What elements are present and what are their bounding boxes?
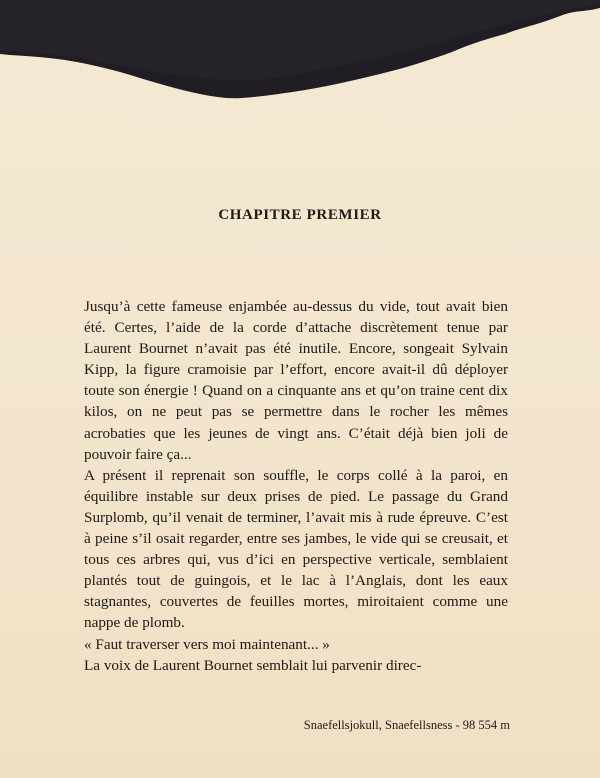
location-caption: Snaefellsjokull, Snaefellsness - 98 554 m: [303, 718, 510, 732]
paragraph-dialogue: « Faut traverser vers moi maintenant... »: [84, 635, 330, 653]
chapter-title: CHAPITRE PREMIER: [218, 207, 382, 223]
paragraph: Jusqu’à cette fameuse enjambée au-dessus du vide, tout avait bien été. Certes, l’aide de la corde d’attache discrètement tenue par Laurent Bournet n’avait pas été inutile. Encore, songeait Sylvain Kipp, la figure cramoisie par l’effort, encore avait-il dû déployer toute son énergie ! Quand on a cinquante ans et qu’on traine cent dix kilos, on ne peut pas se permettre dans le rocher les mêmes acrobaties que les jeunes de vingt ans. C’était déjà bien joli de pouvoir faire ça...: [84, 298, 508, 463]
chapter-body: [84, 296, 508, 676]
torn-dark-top-edge: [0, 0, 600, 110]
paragraph: A présent il reprenait son souffle, le corps collé à la paroi, en équilibre instable sur deux prises de pied. Le passage du Grand Surplomb, qu’il venait de terminer, l’avait mis à rude épreuve. C’est à peine s’il osait regarder, entre ses jambes, le vide qui se creusait, et tous ces arbres qui, vus d’ici en perspective verticale, semblaient plantés tout de guingois, et le lac à l’Anglais, dont les eaux stagnantes, couvertes de feuilles mortes, miroitaient comme une nappe de plomb.: [84, 466, 508, 632]
paragraph: La voix de Laurent Bournet semblait lui parvenir direc-: [84, 656, 422, 674]
